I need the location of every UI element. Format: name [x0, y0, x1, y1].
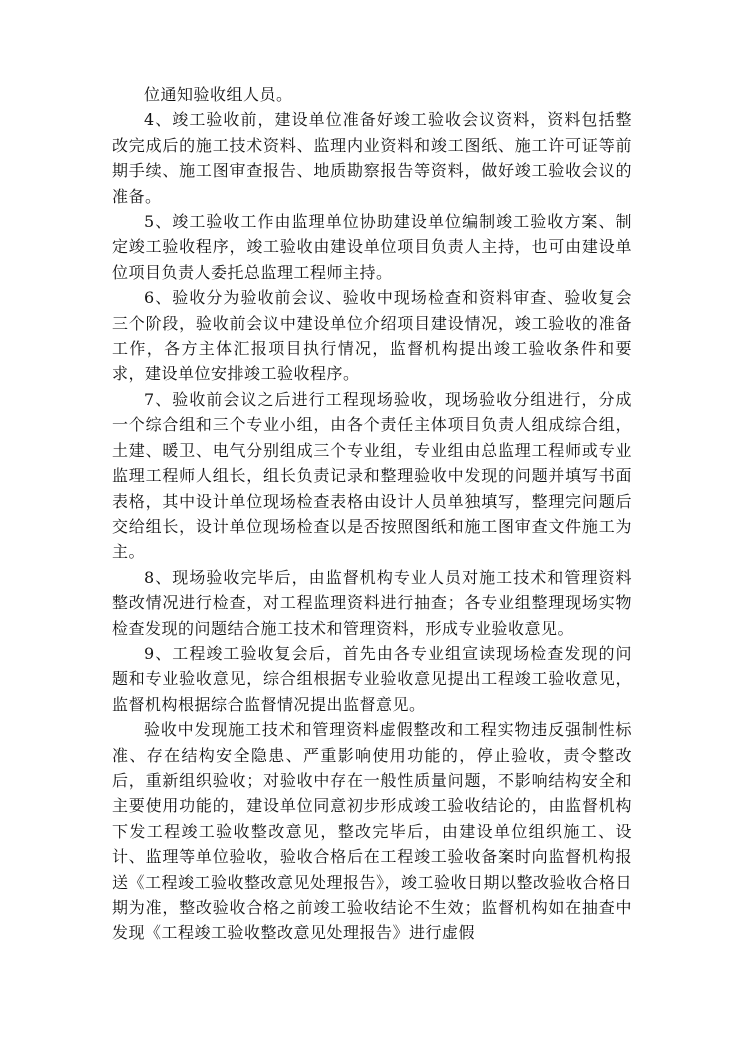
paragraph-item-4: 4、竣工验收前，建设单位准备好竣工验收会议资料，资料包括整改完成后的施工技术资料、监理内业资料和竣工图纸、施工许可证等前期手续、施工图审查报告、地质勘察报告等资料，做好竣工验收会议的准备。 [112, 110, 632, 206]
paragraph-rectification: 验收中发现施工技术和管理资料虚假整改和工程实物违反强制性标准、存在结构安全隐患、严重影响使用功能的，停止验收，责令整改后，重新组织验收；对验收中存在一般性质量问题，不影响结构安全和主要使用功能的，建设单位同意初步形成竣工验收结论的，由监督机构下发工程竣工验收整改意见，整改完毕后，由建设单位组织施工、设计、监理等单位验收，验收合格后在工程竣工验收备案时向监督机构报送《工程竣工验收整改意见处理报告》，竣工验收日期以整改验收合格日期为准，整改验收合格之前竣工验收结论不生效；监督机构如在抽查中发现《工程竣工验收整改意见处理报告》进行虚假 [112, 720, 633, 943]
paragraph-item-8: 8、现场验收完毕后，由监督机构专业人员对施工技术和管理资料整改情况进行检查，对工程监理资料进行抽查；各专业组整理现场实物检查发现的问题结合施工技术和管理资料，形成专业验收意见。 [112, 567, 632, 638]
paragraph-continuation: 位通知验收组人员。 [144, 85, 293, 104]
paragraph-item-6: 6、验收分为验收前会议、验收中现场检查和资料审查、验收复会三个阶段，验收前会议中建设单位介绍项目建设情况，竣工验收的准备工作，各方主体汇报项目执行情况，监督机构提出竣工验收条件和要求，建设单位安排竣工验收程序。 [112, 288, 632, 384]
paragraph-item-9: 9、工程竣工验收复会后，首先由各专业组宣读现场检查发现的问题和专业验收意见，综合组根据专业验收意见提出工程竣工验收意见，监督机构根据综合监督情况提出监督意见。 [112, 643, 632, 714]
document-page [112, 82, 632, 946]
paragraph-item-7: 7、验收前会议之后进行工程现场验收，现场验收分组进行，分成一个综合组和三个专业小组，由各个责任主体项目负责人组成综合组，土建、暖卫、电气分别组成三个专业组，专业组由总监理工程师或专业监理工程师人组长，组长负责记录和整理验收中发现的问题并填写书面表格，其中设计单位现场检查表格由设计人员单独填写，整理完问题后交给组长，设计单位现场检查以是否按照图纸和施工图审查文件施工为主。 [112, 389, 632, 562]
paragraph-item-5: 5、竣工验收工作由监理单位协助建设单位编制竣工验收方案、制定竣工验收程序，竣工验收由建设单位项目负责人主持，也可由建设单位项目负责人委托总监理工程师主持。 [112, 212, 632, 282]
